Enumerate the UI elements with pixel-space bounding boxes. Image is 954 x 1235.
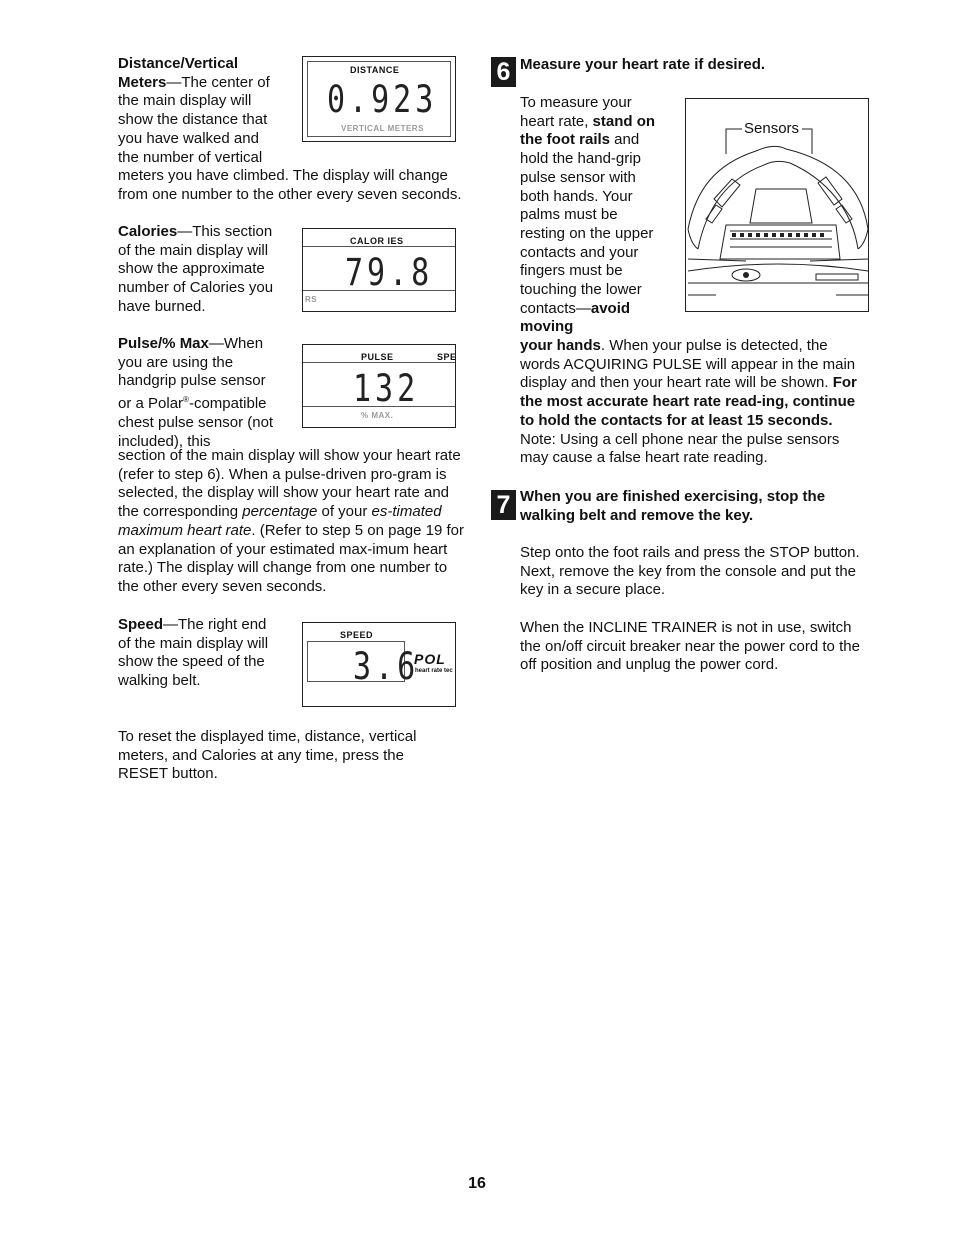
calories-heading: Calories <box>118 223 178 240</box>
pulse-heading: Pulse/% Max <box>118 335 209 352</box>
speed-heading: Speed <box>118 616 164 633</box>
distance-text-start: The center of the main display will show the distance that you have walked and the number of vertical <box>118 73 270 166</box>
registered-mark: ® <box>183 395 189 405</box>
distance-paragraph <box>118 55 278 167</box>
calories-display-label: CALOR IES <box>350 236 404 246</box>
distance-heading: Distance/Vertical Meters <box>118 55 239 91</box>
distance-text-continued: meters you have climbed. The display will change from one number to the other every seven seconds. <box>118 167 462 203</box>
distance-display-sublabel: VERTICAL METERS <box>341 124 424 133</box>
step-6-text-a: To measure your heart rate, <box>520 94 632 130</box>
step-6-bold-b: stand on the foot rails <box>520 112 656 149</box>
calories-text: This section of the main display will show the approximate number of Calories you have burned. <box>118 223 274 315</box>
pulse-display <box>302 344 456 428</box>
pulse-paragraph-continued <box>118 447 468 597</box>
polar-logo-subtext: heart rate tec <box>415 668 453 674</box>
calories-display <box>302 228 456 312</box>
step-6-heading: Measure your heart rate if desired. <box>520 56 766 73</box>
step-7-paragraph-1: Step onto the foot rails and press the STOP button. Next, remove the key from the console and put the key in a secure place. <box>520 544 860 599</box>
distance-display-value: 0.923 <box>327 78 438 122</box>
speed-display-label: SPEED <box>340 630 374 640</box>
dash: — <box>166 73 182 91</box>
pulse-text-b-start: -compatible chest pulse sensor (not included), this <box>118 395 274 450</box>
step-6-bold-d: avoid moving <box>520 299 631 336</box>
sensors-label: Sensors <box>744 120 800 137</box>
pulse-italic-2: es-timated maximum heart rate <box>118 503 442 539</box>
dash: — <box>177 223 193 240</box>
pulse-text-d: . (Refer to step 5 on page 19 for an explanation of your estimated max-imum heart rate.) The display will change from one number to the other every seven seconds. <box>118 521 465 595</box>
speed-text: The right end of the main display will show the speed of the walking belt. <box>118 616 269 690</box>
speed-display-value: 3.6 <box>353 645 420 689</box>
pulse-display-value: 132 <box>353 367 420 411</box>
dash: — <box>163 616 179 633</box>
step-7-paragraph-2: When the INCLINE TRAINER is not in use, switch the on/off circuit breaker near the power cord to the off position and unplug the power cord. <box>520 619 860 674</box>
reset-paragraph: To reset the displayed time, distance, vertical meters, and Calories at any time, press the RESET button. <box>118 728 417 783</box>
step-7-heading: When you are finished exercising, stop the walking belt and remove the key. <box>520 488 826 524</box>
step-6-paragraph-continued <box>520 337 870 468</box>
pulse-display-sublabel: % MAX. <box>361 411 394 420</box>
sensors-figure <box>685 98 869 312</box>
pulse-display-label: PULSE <box>361 352 394 362</box>
speed-display <box>302 622 456 707</box>
step-6-text-e: . When your pulse is detected, the words ACQUIRING PULSE will appear in the main display and then your heart rate will be shown. <box>520 337 856 392</box>
distance-display-label: DISTANCE <box>350 65 400 75</box>
step-6-bold-f: For the most accurate heart rate read-ing, continue to hold the contacts for at least 15 seconds. <box>520 374 857 429</box>
distance-display <box>302 56 456 142</box>
step-6-text-c: and hold the hand-grip pulse sensor with both hands. Your palms must be resting on the upper contacts and your fingers must be touching the lower contacts— <box>520 131 654 317</box>
pulse-text-b-end: section of the main display will show your heart rate (refer to step 6). When a pulse-driven pro-gram is selected, the display will show your heart rate and the corresponding <box>118 447 461 521</box>
pulse-display-label-2: SPE <box>437 352 457 362</box>
pulse-text-a: When you are using the handgrip pulse sensor or a Polar <box>118 335 266 413</box>
calories-display-sublabel: RS <box>305 295 318 304</box>
polar-logo: POL <box>414 651 446 667</box>
pulse-italic-1: percentage <box>242 503 318 521</box>
speed-paragraph <box>118 616 283 691</box>
calories-paragraph <box>118 223 283 317</box>
pulse-text-c: of your <box>317 503 372 521</box>
step-6-paragraph-start <box>520 94 660 337</box>
calories-display-value: 79.8 <box>345 251 434 295</box>
step-6-number: 6 <box>491 57 516 87</box>
dash: — <box>208 335 224 352</box>
pulse-paragraph-start <box>118 335 278 451</box>
page-number: 16 <box>468 1175 486 1192</box>
step-6-bold-d-end: your hands <box>520 337 601 354</box>
step-6-text-g: Note: Using a cell phone near the pulse sensors may cause a false heart rate reading. <box>520 430 840 467</box>
step-7-number: 7 <box>491 490 516 520</box>
